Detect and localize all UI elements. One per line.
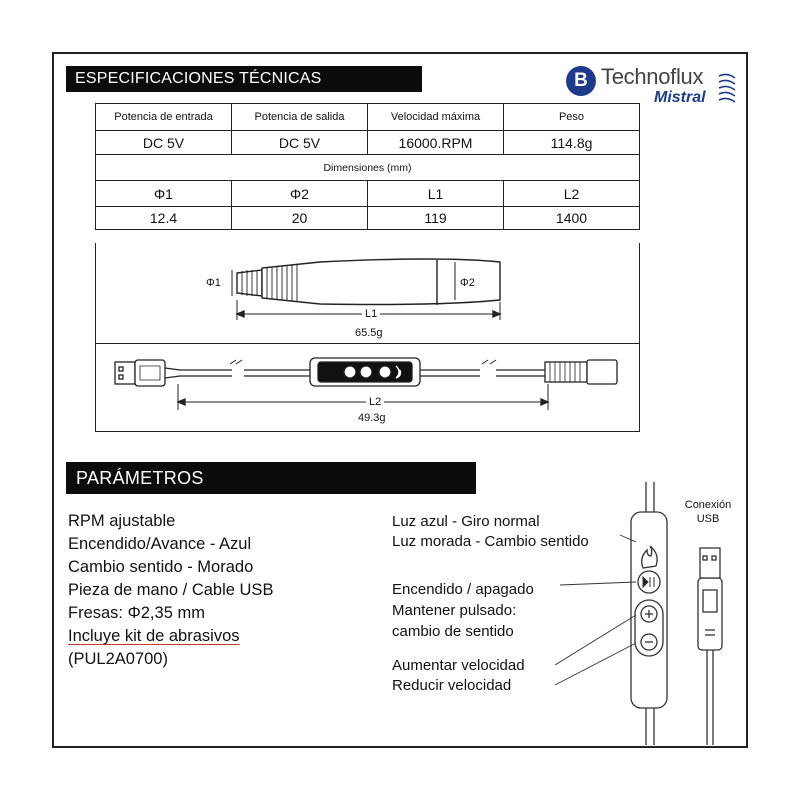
- light-blue-label: Luz azul - Giro normal: [392, 513, 540, 530]
- list-item: Pieza de mano / Cable USB: [68, 581, 274, 599]
- header-cell: Potencia de salida: [232, 104, 368, 131]
- list-item: Incluye kit de abrasivos: [68, 627, 240, 645]
- dim-header-cell: Φ2: [232, 181, 368, 207]
- value-cell: 114.8g: [504, 131, 640, 155]
- hold-label-2: cambio de sentido: [392, 623, 514, 640]
- power-label: Encendido / apagado: [392, 581, 534, 598]
- speed-up-label: Aumentar velocidad: [392, 657, 525, 674]
- params-title: PARÁMETROS: [66, 462, 476, 494]
- list-item: Cambio sentido - Morado: [68, 558, 254, 576]
- value-cell: DC 5V: [232, 131, 368, 155]
- value-cell: DC 5V: [96, 131, 232, 155]
- dim-value-cell: 12.4: [96, 207, 232, 230]
- l2-label: L2: [366, 396, 384, 408]
- header-cell: Peso: [504, 104, 640, 131]
- list-item: Fresas: Φ2,35 mm: [68, 604, 205, 622]
- dim-value-cell: 1400: [504, 207, 640, 230]
- speed-down-label: Reducir velocidad: [392, 677, 512, 694]
- l1-label: L1: [362, 308, 380, 320]
- dim-value-cell: 20: [232, 207, 368, 230]
- list-item: RPM ajustable: [68, 512, 176, 530]
- dimensions-label: Dimensiones (mm): [96, 155, 640, 181]
- phi1-label: Φ1: [206, 277, 221, 289]
- usb-label-line2: USB: [696, 513, 720, 525]
- brand-line: Mistral: [654, 89, 706, 106]
- header-cell: Velocidad máxima: [368, 104, 504, 131]
- light-purple-label: Luz morada - Cambio sentido: [392, 533, 589, 550]
- list-item: Encendido/Avance - Azul: [68, 535, 252, 553]
- dim-value-cell: 119: [368, 207, 504, 230]
- dim-header-cell: Φ1: [96, 181, 232, 207]
- brand-name: Technoflux: [601, 64, 704, 89]
- usb-label-line1: Conexión: [684, 499, 732, 511]
- cable-weight: 49.3g: [358, 412, 386, 424]
- handpiece-weight: 65.5g: [355, 327, 383, 339]
- brand-logo-icon: B: [566, 66, 596, 96]
- header-cell: Potencia de entrada: [96, 104, 232, 131]
- dim-header-cell: L1: [368, 181, 504, 207]
- list-item: (PUL2A0700): [68, 650, 168, 668]
- dim-header-cell: L2: [504, 181, 640, 207]
- specs-title: ESPECIFICACIONES TÉCNICAS: [66, 66, 422, 92]
- hold-label: Mantener pulsado:: [392, 602, 517, 619]
- phi2-label: Φ2: [460, 277, 475, 289]
- value-cell: 16000.RPM: [368, 131, 504, 155]
